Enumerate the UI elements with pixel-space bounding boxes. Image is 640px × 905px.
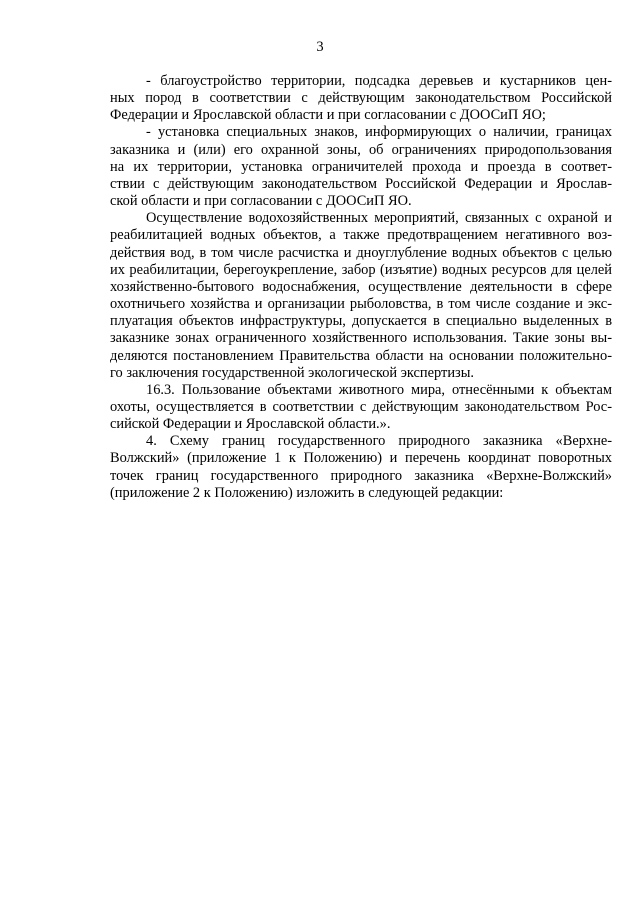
text-line: действия вод, в том числе расчистка и дноуглубление водных объектов с целью bbox=[110, 244, 612, 261]
text-line: ствии с действующим законодательством Российской Федерации и Ярослав- bbox=[110, 175, 612, 192]
page-number: 3 bbox=[316, 39, 324, 55]
text-line: деляются постановлением Правительства области на основании положительно- bbox=[110, 347, 612, 364]
document-body bbox=[110, 73, 612, 502]
text-line: сийской Федерации и Ярославской области.». bbox=[110, 416, 391, 433]
text-line: Федерации и Ярославской области и при согласовании с ДООСиП ЯО; bbox=[110, 107, 546, 124]
text-line: заказнике зонах ограниченного хозяйственного использования. Такие зоны вы- bbox=[110, 330, 612, 347]
text-line: точек границ государственного природного заказника «Верхне-Волжский» bbox=[110, 467, 612, 484]
text-line: го заключения государственной экологической экспертизы. bbox=[110, 364, 474, 381]
text-line: ных пород в соответствии с действующим законодательством Российской bbox=[110, 90, 612, 107]
paragraph-landscaping bbox=[110, 73, 612, 124]
text-line: 4. Схему границ государственного природного заказника «Верхне- bbox=[146, 433, 612, 450]
text-line: - установка специальных знаков, информирующих о наличии, границах bbox=[146, 124, 612, 141]
text-line: их реабилитации, берегоукрепление, забор (изъятие) водных ресурсов для целей bbox=[110, 261, 612, 278]
text-line: заказника и (или) его охранной зоны, об ограничениях природопользования bbox=[110, 141, 612, 158]
paragraph-boundary-scheme bbox=[110, 433, 612, 502]
text-line: на их территории, установка ограничителей прохода и проезда в соответ- bbox=[110, 158, 612, 175]
paragraph-signs bbox=[110, 124, 612, 210]
text-line: плуатация объектов инфраструктуры, допускается в специально выделенных в bbox=[110, 313, 612, 330]
text-line: ской области и при согласовании с ДООСиП ЯО. bbox=[110, 193, 412, 210]
text-line: (приложение 2 к Положению) изложить в следующей редакции: bbox=[110, 484, 504, 501]
text-line: хозяйственно-бытового водоснабжения, осуществление деятельности в сфере bbox=[110, 278, 612, 295]
text-line: Осуществление водохозяйственных мероприятий, связанных с охраной и bbox=[146, 210, 612, 227]
text-line: охотничьего хозяйства и организации рыболовства, в том числе создание и экс- bbox=[110, 296, 612, 313]
text-line: - благоустройство территории, подсадка деревьев и кустарников цен- bbox=[146, 73, 612, 89]
text-line: Волжский» (приложение 1 к Положению) и перечень координат поворотных bbox=[110, 450, 612, 467]
paragraph-wildlife-use bbox=[110, 382, 612, 433]
text-line: 16.3. Пользование объектами животного мира, отнесёнными к объектам bbox=[146, 381, 612, 398]
text-line: охоты, осуществляется в соответствии с действующим законодательством Рос- bbox=[110, 398, 612, 415]
paragraph-water-management bbox=[110, 210, 612, 382]
text-line: реабилитацией водных объектов, а также предотвращением негативного воз- bbox=[110, 227, 612, 244]
